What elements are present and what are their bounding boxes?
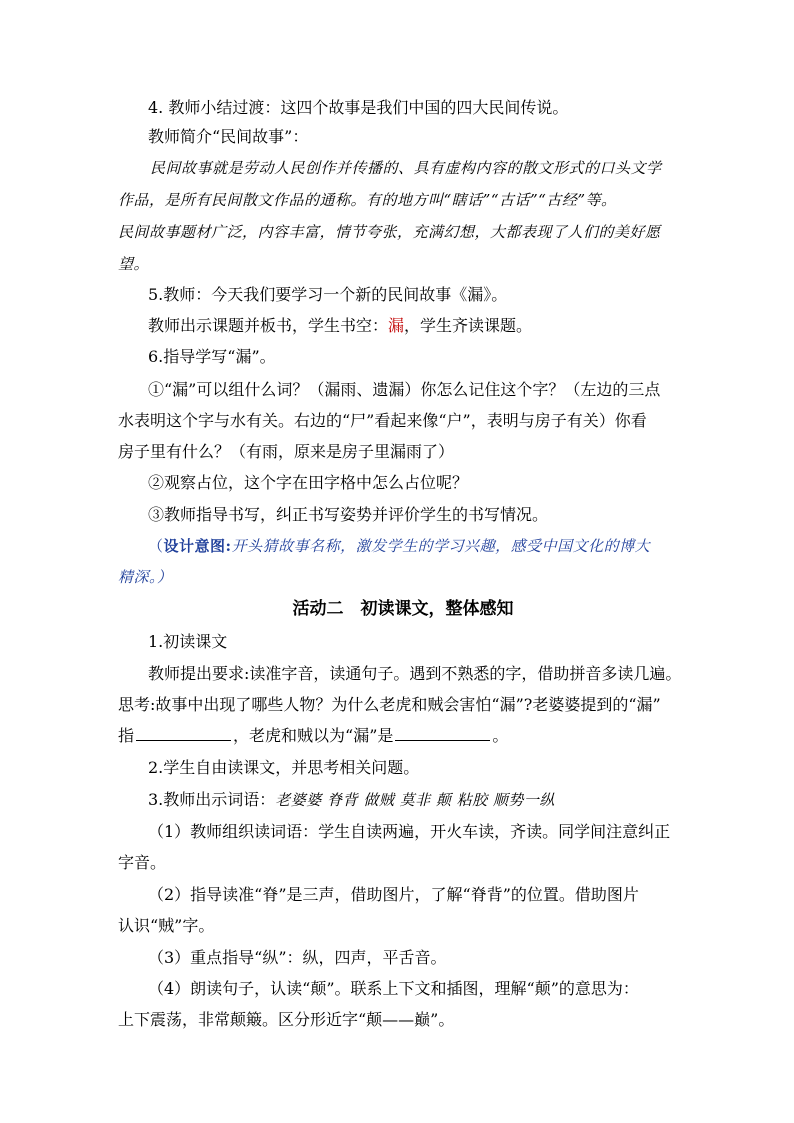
design-intent-open-paren: （ xyxy=(148,537,164,555)
paragraph-guide-writing: 6.指导学写“漏”。 xyxy=(148,347,276,366)
fill-blank-text-a: 指 xyxy=(118,726,135,745)
paragraph-read-words-line-2: 字音。 xyxy=(118,853,167,872)
folk-story-definition-line-3: 民间故事题材广泛，内容丰富，情节夸张，充满幻想，大都表现了人们的美好愿 xyxy=(118,223,661,241)
paragraph-new-story: 5.教师：今天我们要学习一个新的民间故事《漏》。 xyxy=(148,285,508,304)
show-words-label: 3.教师出示词语： xyxy=(148,790,276,809)
paragraph-dian-reading-line-1: （4）朗读句子，认读“颠”。联系上下文和插图，理解“颠”的意思为： xyxy=(148,979,639,998)
folk-story-definition-line-1: 民间故事就是劳动人民创作并传播的、具有虚构内容的散文形式的口头文学 xyxy=(150,159,662,177)
paragraph-dian-reading-line-2: 上下震荡，非常颠簸。区分形近字“颠——巅”。 xyxy=(118,1010,455,1029)
paragraph-free-reading: 2.学生自由读课文，并思考相关问题。 xyxy=(148,758,420,777)
design-intent-text: 开头猜故事名称，激发学生的学习兴趣，感受中国文化的博大 xyxy=(231,537,651,555)
paragraph-thinking-question: 思考:故事中出现了哪些人物？为什么老虎和贼会害怕“漏”?老婆婆提到的“漏” xyxy=(118,695,661,714)
paragraph-observe-position: ②观察占位，这个字在田字格中怎么占位呢？ xyxy=(148,473,469,492)
paragraph-teacher-guide-writing: ③教师指导书写，纠正书写姿势并评价学生的书写情况。 xyxy=(148,505,549,524)
paragraph-board-writing xyxy=(148,316,688,336)
design-intent-line-2: 精深。） xyxy=(118,568,173,586)
paragraph-ji-pronunciation-line-2: 认识“贼”字。 xyxy=(118,916,215,935)
paragraph-zong-guide: （3）重点指导“纵”：纵，四声，平舌音。 xyxy=(148,948,447,967)
board-writing-text-b: ，学生齐读课题。 xyxy=(404,316,533,335)
paragraph-first-reading: 1.初读课文 xyxy=(148,632,228,651)
paragraph-show-words xyxy=(148,790,688,810)
fill-blank-text-b: ，老虎和贼以为“漏”是 xyxy=(233,726,394,745)
fill-blank-line-2[interactable] xyxy=(395,726,490,741)
paragraph-word-question-line-1: ①“漏”可以组什么词？（漏雨、遗漏）你怎么记住这个字？（左边的三点 xyxy=(148,380,661,399)
paragraph-word-question-line-3: 房子里有什么？（有雨，原来是房子里漏雨了） xyxy=(118,442,455,461)
folk-story-definition-line-2: 作品，是所有民间散文作品的通称。有的地方叫“瞎话”“古话”“古经”等。 xyxy=(118,191,617,209)
paragraph-word-question-line-2: 水表明这个字与水有关。右边的“尸”看起来像“户”，表明与房子有关）你看 xyxy=(118,411,647,430)
section-heading-activity-two: 活动二 初读课文，整体感知 xyxy=(292,599,514,619)
paragraph-teacher-summary: 4. 教师小结过渡：这四个故事是我们中国的四大民间传说。 xyxy=(148,98,569,117)
paragraph-folk-story-intro: 教师简介“民间故事”： xyxy=(148,127,309,146)
show-words-list: 老婆婆 脊背 做贼 莫非 颠 粘胶 顺势一纵 xyxy=(275,791,555,809)
paragraph-read-words-line-1: （1）教师组织读词语：学生自读两遍，开火车读，齐读。同学间注意纠正 xyxy=(148,822,671,841)
fill-blank-line-1[interactable] xyxy=(136,726,231,741)
fill-blank-text-c: 。 xyxy=(492,726,509,745)
paragraph-fill-blank xyxy=(118,726,688,746)
folk-story-definition-line-4: 望。 xyxy=(118,255,150,273)
paragraph-reading-requirements: 教师提出要求:读准字音，读通句子。遇到不熟悉的字，借助拼音多读几遍。 xyxy=(148,664,682,683)
design-intent-line-1 xyxy=(148,536,688,556)
paragraph-ji-pronunciation-line-1: （2）指导读准“脊”是三声，借助图片，了解“脊背”的位置。借助图片 xyxy=(148,885,639,904)
board-writing-char-highlight: 漏 xyxy=(388,316,405,335)
board-writing-text-a: 教师出示课题并板书，学生书空： xyxy=(148,316,389,335)
design-intent-label: 设计意图: xyxy=(163,537,232,555)
